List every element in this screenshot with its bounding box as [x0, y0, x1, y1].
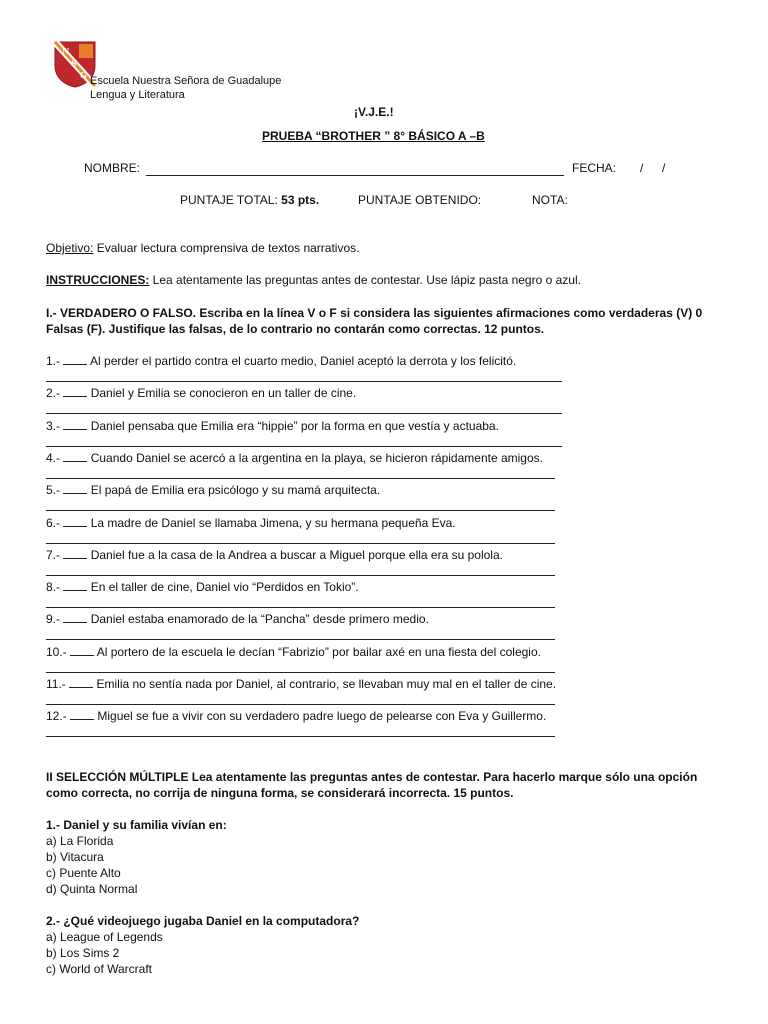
logo-letter: G — [80, 70, 87, 80]
tf-item-number: 12.- — [46, 709, 67, 723]
justification-line[interactable] — [46, 446, 562, 447]
section2-heading: II SELECCIÓN MÚLTIPLE Lea atentamente las preguntas antes de contestar. Para hacerlo marque sólo una opción como correcta, no corrija de ninguna forma, se considerará incorrecta. 15 puntos. — [46, 770, 698, 800]
justification-line[interactable] — [46, 736, 555, 737]
justification-line[interactable] — [46, 413, 562, 414]
mc-option[interactable]: b) Los Sims 2 — [46, 946, 120, 960]
tf-item — [46, 482, 380, 497]
tf-item — [46, 708, 546, 723]
mc-option[interactable]: d) Quinta Normal — [46, 882, 138, 896]
tf-item-text: Al perder el partido contra el cuarto medio, Daniel aceptó la derrota y los felicitó. — [90, 354, 517, 368]
tf-item — [46, 450, 543, 465]
tf-item-number: 2.- — [46, 386, 61, 400]
instructions — [46, 273, 581, 287]
tf-answer-blank[interactable] — [63, 482, 87, 494]
grade-label: NOTA: — [532, 193, 568, 207]
tf-item-text: Miguel se fue a vivir con su verdadero padre luego de pelearse con Eva y Guillermo. — [97, 709, 547, 723]
tf-item-number: 8.- — [46, 580, 61, 594]
justification-line[interactable] — [46, 478, 555, 479]
name-label: NOMBRE: — [84, 161, 141, 175]
total-score-label: PUNTAJE TOTAL: — [180, 193, 278, 207]
tf-item-text: La madre de Daniel se llamaba Jimena, y su hermana pequeña Eva. — [90, 516, 456, 530]
exam-title: PRUEBA “BROTHER ” 8° BÁSICO A –B — [262, 129, 485, 143]
tf-item — [46, 353, 516, 368]
tf-item-text: Emilia no sentía nada por Daniel, al contrario, se llevaban muy mal en el taller de cine. — [96, 677, 557, 691]
tf-item-text: En el taller de cine, Daniel vio “Perdidos en Tokio”. — [90, 580, 359, 594]
tf-answer-blank[interactable] — [63, 547, 87, 559]
tf-answer-blank[interactable] — [63, 450, 87, 462]
obtained-score-label: PUNTAJE OBTENIDO: — [358, 193, 482, 207]
section1-heading: I.- VERDADERO O FALSO. Escriba en la línea V o F si considera las siguientes afirmaciones como verdaderas (V) 0 Falsas (F). Justifique las falsas, de lo contrario no contarán como correctas. 12 puntos. — [46, 306, 703, 336]
logo-letter: N — [62, 46, 70, 56]
tf-item — [46, 579, 359, 594]
justification-line[interactable] — [46, 639, 555, 640]
justification-line[interactable] — [46, 510, 555, 511]
tf-item-number: 6.- — [46, 516, 61, 530]
mc-option[interactable]: a) League of Legends — [46, 930, 163, 944]
tf-answer-blank[interactable] — [63, 353, 87, 365]
instructions-label: INSTRUCCIONES: — [46, 273, 150, 287]
tf-item-number: 4.- — [46, 451, 61, 465]
tf-answer-blank[interactable] — [63, 515, 87, 527]
mc-option[interactable]: b) Vitacura — [46, 850, 104, 864]
tf-item-text: Daniel fue a la casa de la Andrea a buscar a Miguel porque ella era su polola. — [90, 548, 503, 562]
justification-line[interactable] — [46, 607, 555, 608]
tf-answer-blank[interactable] — [63, 579, 87, 591]
mc-question-1: 1.- Daniel y su familia vivían en: — [46, 818, 227, 832]
tf-item-number: 11.- — [46, 677, 66, 691]
tf-item-number: 1.- — [46, 354, 61, 368]
tf-answer-blank[interactable] — [69, 676, 93, 688]
logo-letter: S — [71, 58, 77, 68]
tf-item — [46, 644, 541, 659]
tf-item-text: Al portero de la escuela le decían “Fabrizio” por bailar axé en una fiesta del colegio. — [96, 645, 541, 659]
mc-option[interactable]: c) World of Warcraft — [46, 962, 153, 976]
tf-item-text: Daniel estaba enamorado de la “Pancha” desde primero medio. — [90, 612, 429, 626]
tf-item-number: 3.- — [46, 419, 61, 433]
tf-item — [46, 515, 456, 530]
tf-answer-blank[interactable] — [70, 708, 94, 720]
objective — [46, 241, 359, 255]
tf-item-text: Daniel y Emilia se conocieron en un taller de cine. — [90, 386, 357, 400]
tf-item — [46, 385, 356, 400]
instructions-text: Lea atentamente las preguntas antes de contestar. Use lápiz pasta negro o azul. — [149, 273, 581, 287]
mc-question-2: 2.- ¿Qué videojuego jugaba Daniel en la computadora? — [46, 914, 360, 928]
justification-line[interactable] — [46, 672, 555, 673]
date-separator: / — [640, 161, 644, 175]
school-name: Escuela Nuestra Señora de Guadalupe — [90, 75, 282, 87]
mc-option[interactable]: c) Puente Alto — [46, 866, 121, 880]
tf-answer-blank[interactable] — [63, 418, 87, 430]
justification-line[interactable] — [46, 704, 555, 705]
objective-label: Objetivo: — [46, 241, 94, 255]
total-score — [180, 193, 319, 207]
tf-answer-blank[interactable] — [63, 611, 87, 623]
tf-item-number: 9.- — [46, 612, 61, 626]
justification-line[interactable] — [46, 381, 562, 382]
objective-text: Evaluar lectura comprensiva de textos narrativos. — [93, 241, 360, 255]
tf-item-text: El papá de Emilia era psicólogo y su mamá arquitecta. — [90, 483, 381, 497]
mc-option[interactable]: a) La Florida — [46, 834, 114, 848]
tf-item — [46, 676, 556, 691]
tf-item-number: 7.- — [46, 548, 61, 562]
tf-item-text: Cuando Daniel se acercó a la argentina en la playa, se hicieron rápidamente amigos. — [90, 451, 543, 465]
justification-line[interactable] — [46, 543, 555, 544]
tf-item-number: 5.- — [46, 483, 61, 497]
tf-item-text: Daniel pensaba que Emilia era “hippie” por la forma en que vestía y actuaba. — [90, 419, 499, 433]
tf-answer-blank[interactable] — [70, 644, 94, 656]
date-label: FECHA: — [572, 161, 617, 175]
justification-line[interactable] — [46, 575, 555, 576]
tf-item — [46, 611, 429, 626]
tf-item — [46, 418, 499, 433]
tf-item-number: 10.- — [46, 645, 67, 659]
exam-motto: ¡V.J.E.! — [354, 105, 394, 119]
date-separator: / — [662, 161, 666, 175]
name-field[interactable] — [146, 175, 564, 176]
tf-item — [46, 547, 503, 562]
tf-answer-blank[interactable] — [63, 385, 87, 397]
subject-name: Lengua y Literatura — [90, 89, 185, 101]
total-score-value: 53 pts. — [281, 193, 320, 207]
